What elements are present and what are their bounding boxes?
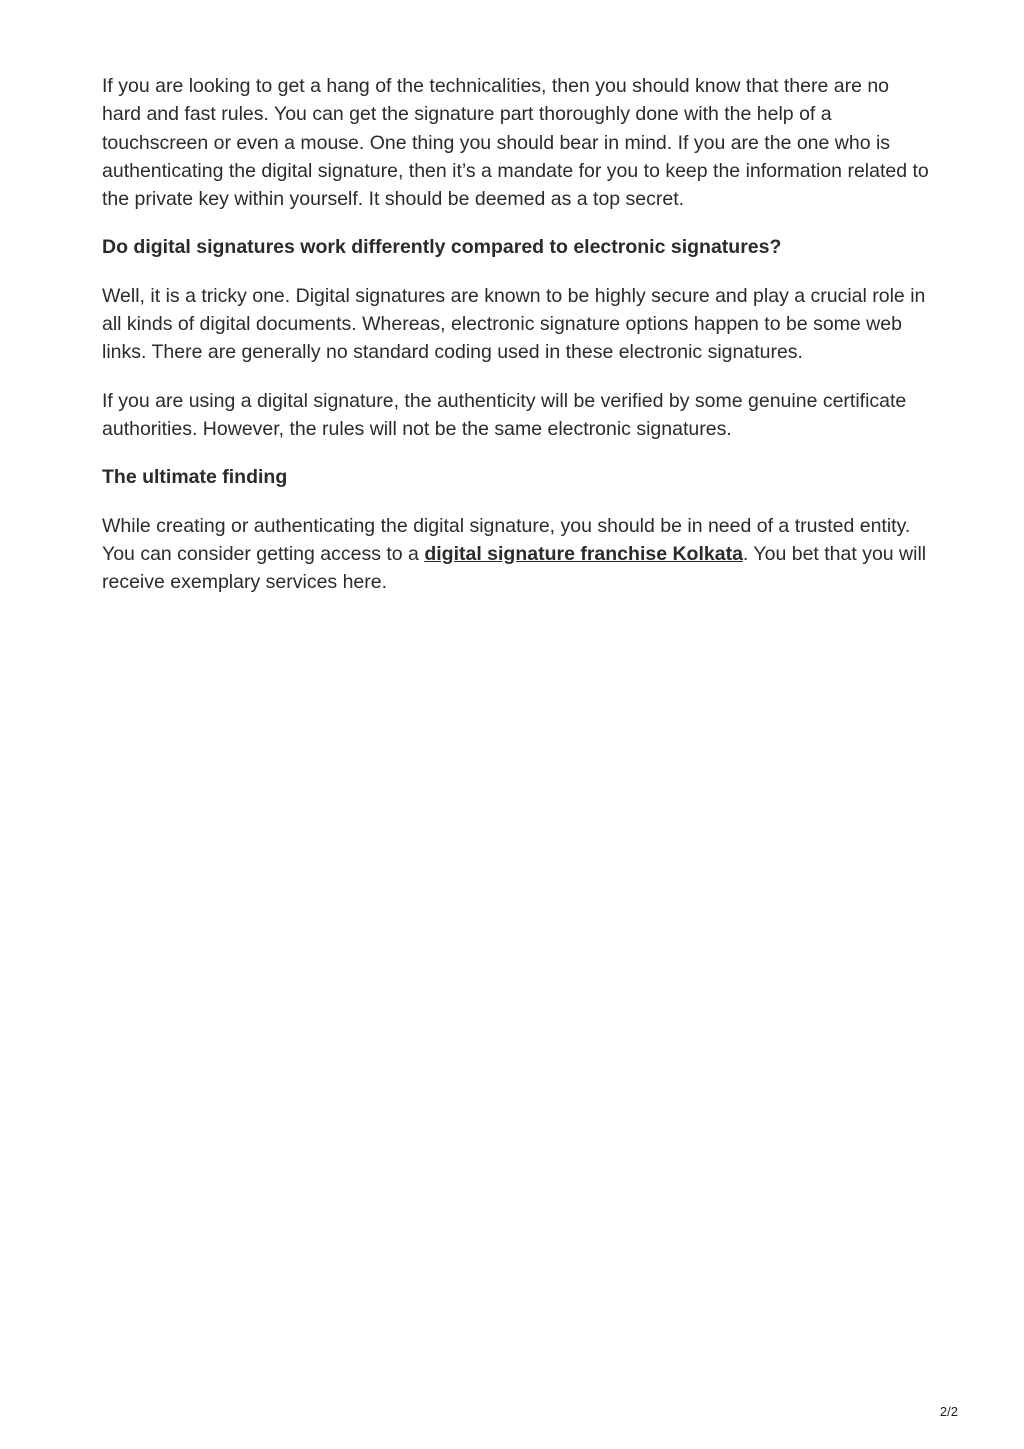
article-body	[102, 72, 932, 616]
heading-ultimate-finding: The ultimate finding	[102, 466, 288, 489]
page-number: 2/2	[939, 1404, 958, 1419]
franchise-kolkata-link[interactable]: digital signature franchise Kolkata	[424, 542, 743, 565]
paragraph-tricky-one: Well, it is a tricky one. Digital signatures are known to be highly secure and play a crucial role in all kinds of digital documents. Whereas, electronic signature options happen to be some web links. There are generally no standard coding used in these electronic signatures.	[102, 284, 926, 364]
paragraph-technicalities: If you are looking to get a hang of the technicalities, then you should know that there are no hard and fast rules. You can get the signature part thoroughly done with the help of a touchscreen or even a mouse. One thing you should bear in mind. If you are the one who is authenticating the digital signature, then it’s a mandate for you to keep the information related to the private key within yourself. It should be deemed as a top secret.	[102, 75, 929, 211]
paragraph-authenticity: If you are using a digital signature, the authenticity will be verified by some genuine certificate authorities. However, the rules will not be the same electronic signatures.	[102, 389, 907, 440]
heading-digital-vs-electronic: Do digital signatures work differently compared to electronic signatures?	[102, 236, 782, 259]
conclusion-text-before: While creating or authenticating the digital signature, you should be in need of a trusted entity. You can consider getting access to a	[102, 514, 911, 565]
paragraph-conclusion	[102, 512, 932, 597]
conclusion-text-after: . You bet that you will receive exemplary services here.	[102, 542, 927, 594]
